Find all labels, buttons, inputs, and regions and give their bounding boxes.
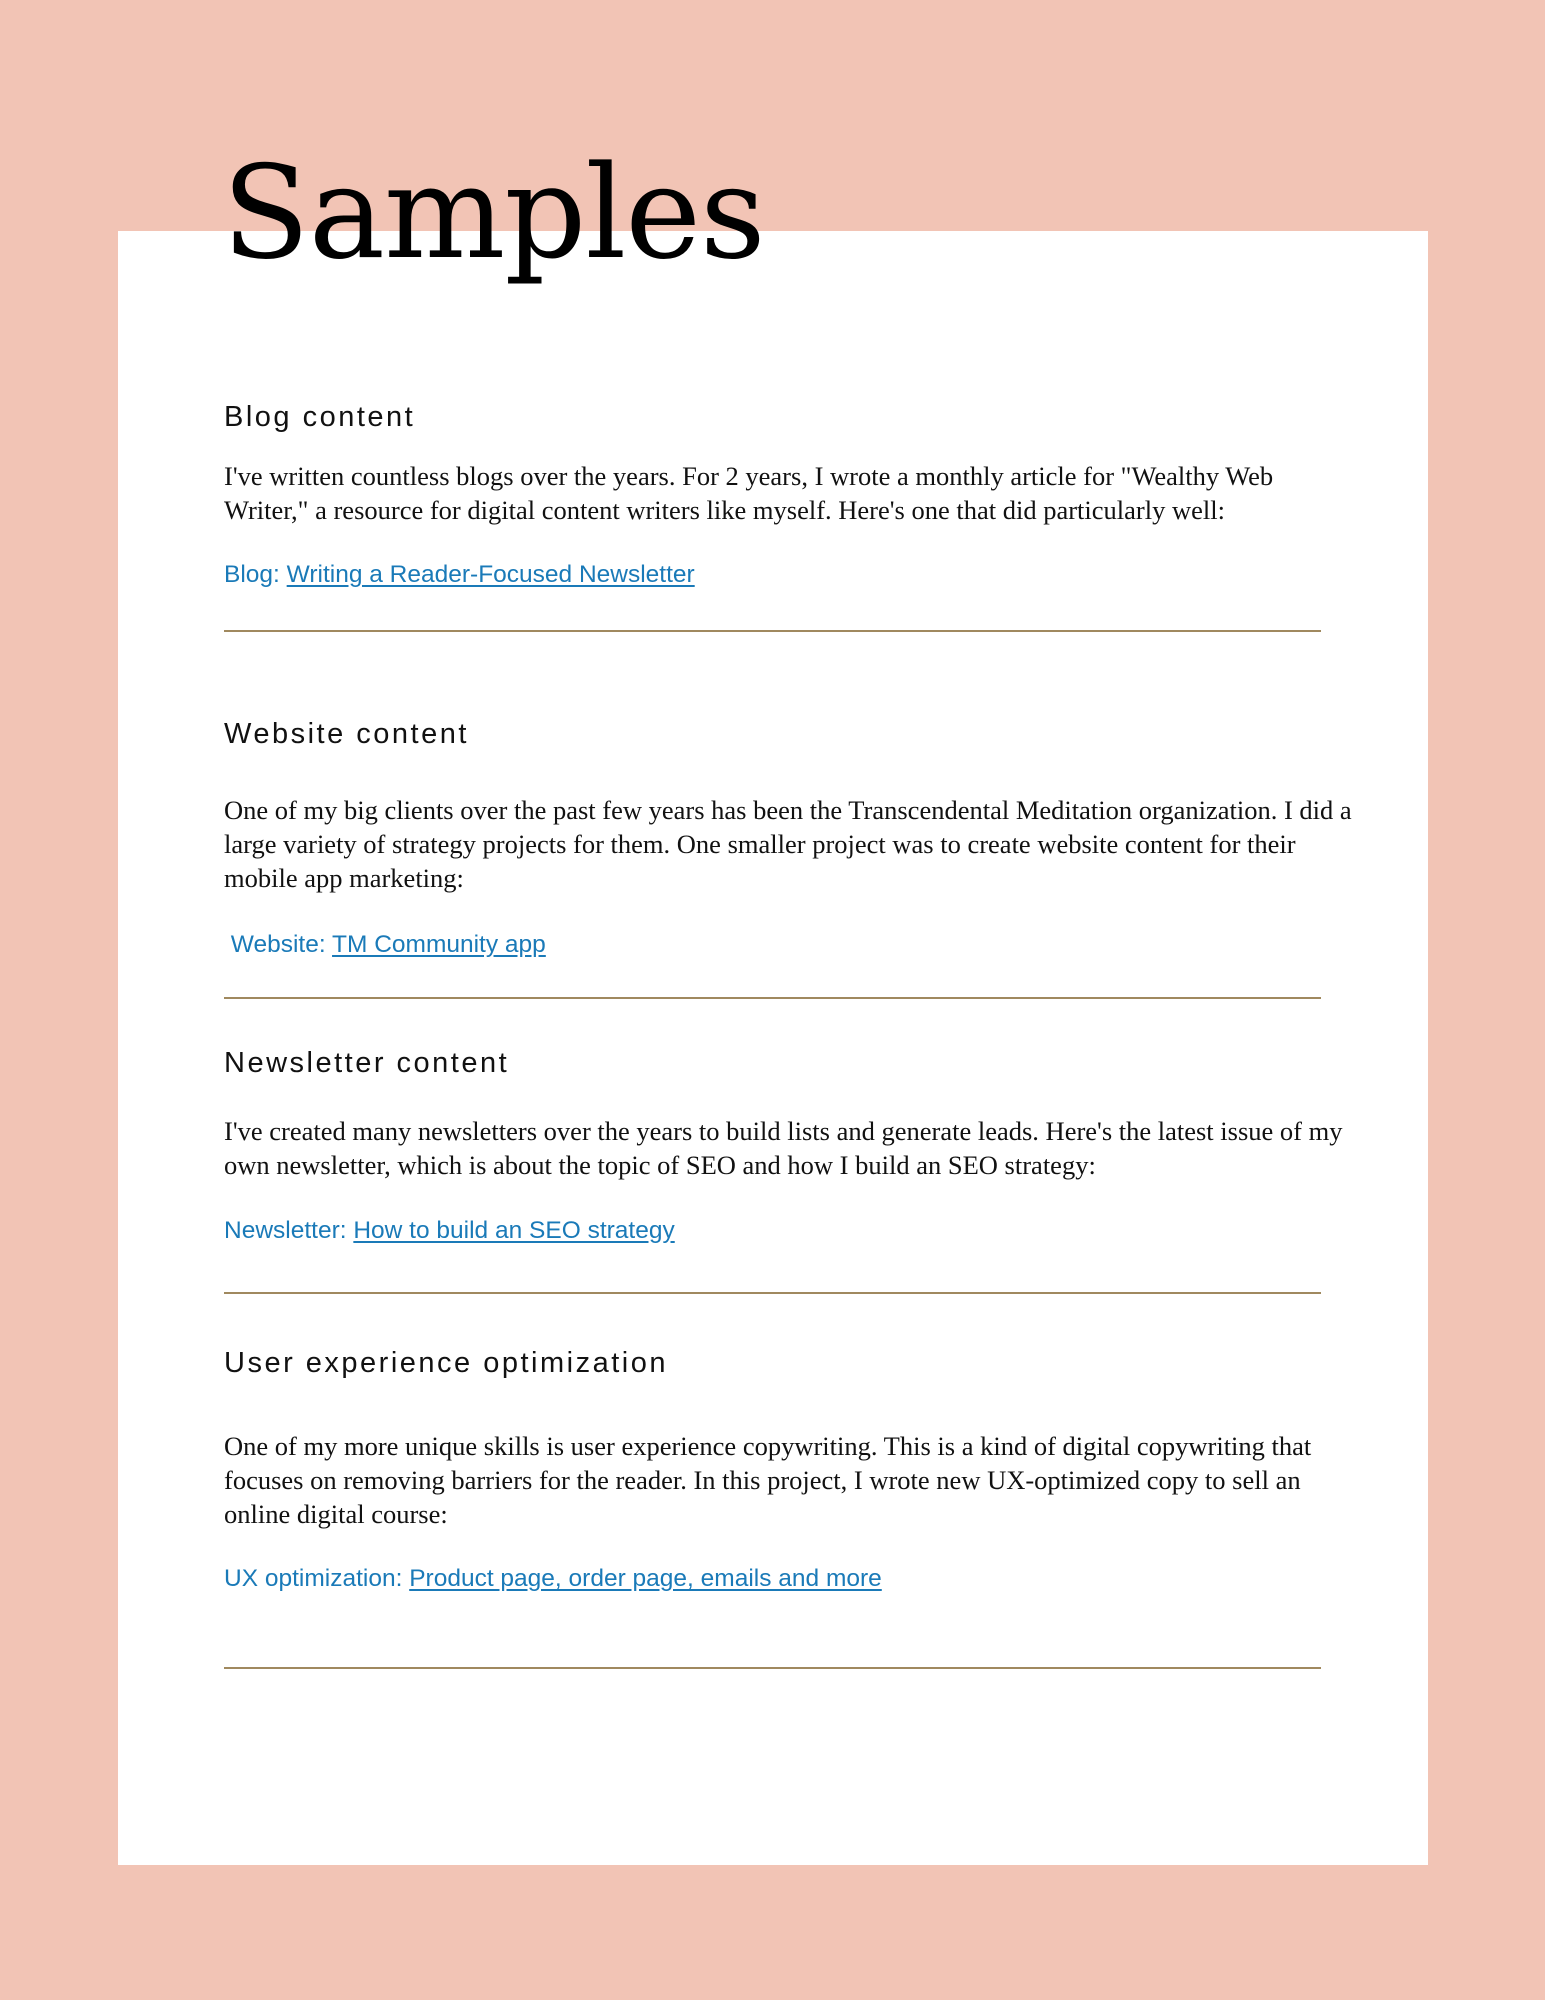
link-prefix: Newsletter: bbox=[224, 1217, 354, 1244]
sample-link-line-website bbox=[224, 933, 546, 958]
ux-sample-link[interactable]: Product page, order page, emails and more bbox=[409, 1565, 882, 1592]
divider bbox=[224, 1667, 1321, 1669]
blog-sample-link[interactable]: Writing a Reader-Focused Newsletter bbox=[286, 561, 695, 588]
page-title: Samples bbox=[222, 139, 765, 288]
link-prefix: UX optimization: bbox=[224, 1565, 410, 1592]
section-body-ux: One of my more unique skills is user experience copywriting. This is a kind of digital copywriting that focuses on removing barriers for the reader. In this project, I wrote new UX-optimized copy to sell an online digital course: bbox=[224, 1431, 1312, 1529]
section-heading-ux: User experience optimization bbox=[224, 1347, 668, 1379]
section-body-blog: I've written countless blogs over the years. For 2 years, I wrote a monthly article for "Wealthy Web Writer," a resource for digital content writers like myself. Here's one that did particularly well: bbox=[224, 461, 1274, 525]
sample-link-line-newsletter bbox=[224, 1219, 675, 1244]
section-body-newsletter: I've created many newsletters over the years to build lists and generate leads. Here's the latest issue of my own newsletter, which is about the topic of SEO and how I build an SEO strategy: bbox=[224, 1116, 1343, 1180]
newsletter-sample-link[interactable]: How to build an SEO strategy bbox=[353, 1217, 675, 1244]
sample-link-line-ux bbox=[224, 1567, 882, 1592]
divider bbox=[224, 1292, 1321, 1294]
website-sample-link[interactable]: TM Community app bbox=[332, 931, 546, 958]
section-body-website: One of my big clients over the past few years has been the Transcendental Meditation organization. I did a large variety of strategy projects for them. One smaller project was to create website content for their mobile app marketing: bbox=[224, 795, 1352, 893]
section-heading-website: Website content bbox=[224, 718, 469, 750]
link-prefix: Website: bbox=[224, 931, 333, 958]
divider bbox=[224, 997, 1321, 999]
divider bbox=[224, 630, 1321, 632]
section-heading-blog: Blog content bbox=[224, 401, 416, 433]
link-prefix: Blog: bbox=[224, 561, 287, 588]
sample-link-line-blog bbox=[224, 563, 695, 588]
section-heading-newsletter: Newsletter content bbox=[224, 1047, 510, 1079]
